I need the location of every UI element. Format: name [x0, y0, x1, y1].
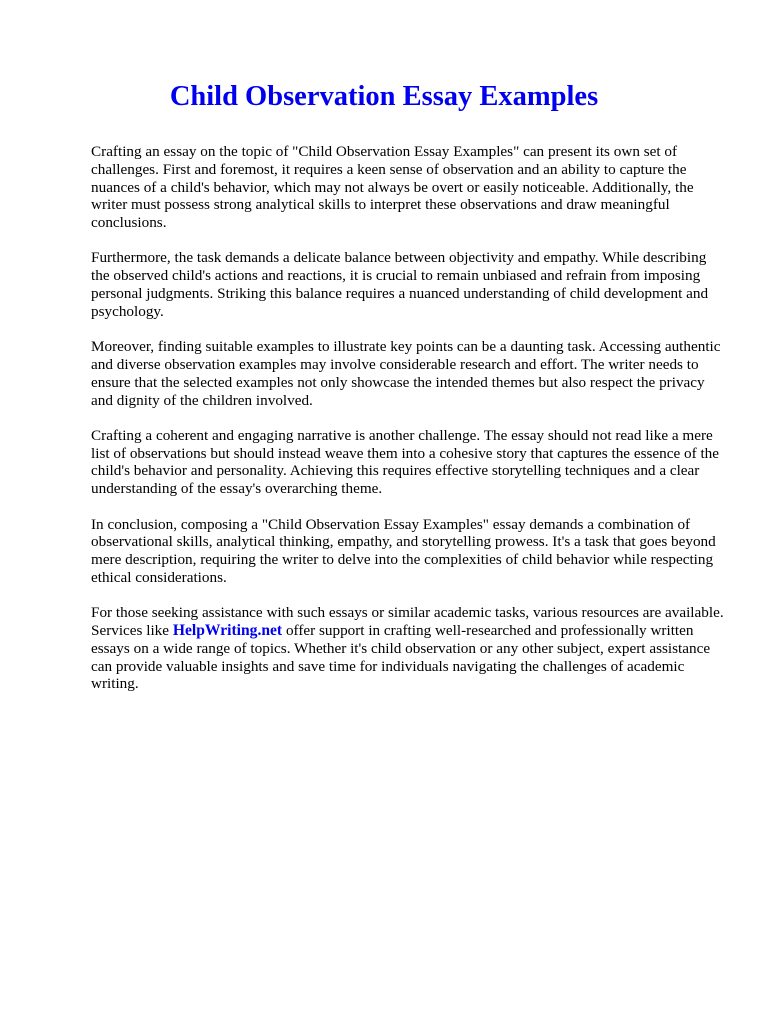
paragraph-objectivity: Furthermore, the task demands a delicate balance between objectivity and empathy. While describing the observed child's actions and reactions, it is crucial to remain unbiased and refrain from imposing personal judgments. Striking this balance requires a nuanced understanding of child development and psychology.: [91, 249, 709, 320]
assistance-text-before-link: For those seeking assistance with such essays or similar academic tasks, various resources are available. Services like: [91, 604, 724, 640]
paragraph-examples: Moreover, finding suitable examples to illustrate key points can be a daunting task. Accessing authentic and diverse observation examples may involve considerable research and effort. The writer needs to ensure that the selected examples not only showcase the intended themes but also respect the privacy and dignity of the children involved.: [91, 338, 721, 409]
paragraph-assistance: [91, 604, 728, 693]
paragraph-conclusion: In conclusion, composing a "Child Observation Essay Examples" essay demands a combination of observational skills, analytical thinking, empathy, and storytelling prowess. It's a task that goes beyond mere description, requiring the writer to delve into the complexities of child behavior while respecting ethical considerations.: [91, 515, 716, 586]
paragraph-intro: Crafting an essay on the topic of "Child Observation Essay Examples" can present its own set of challenges. First and foremost, it requires a keen sense of observation and an ability to capture the nuances of a child's behavior, which may not always be overt or easily noticeable. Additionally, the writer must possess strong analytical skills to interpret these observations and draw meaningful conclusions.: [91, 143, 694, 232]
paragraph-narrative: Crafting a coherent and engaging narrative is another challenge. The essay should not read like a mere list of observations but should instead weave them into a cohesive story that captures the essence of the child's behavior and personality. Achieving this requires effective storytelling techniques and a clear understanding of the essay's overarching theme.: [91, 426, 720, 498]
document-title: Child Observation Essay Examples: [169, 81, 599, 112]
helpwriting-link[interactable]: HelpWriting.net: [172, 622, 283, 640]
assistance-text-after-link: offer support in crafting well-researched and professionally written essays on a wide range of topics. Whether it's child observation or any other subject, expert assistance can provide valuable insights and save time for individuals navigating the challenges of academic writing.: [91, 622, 711, 693]
